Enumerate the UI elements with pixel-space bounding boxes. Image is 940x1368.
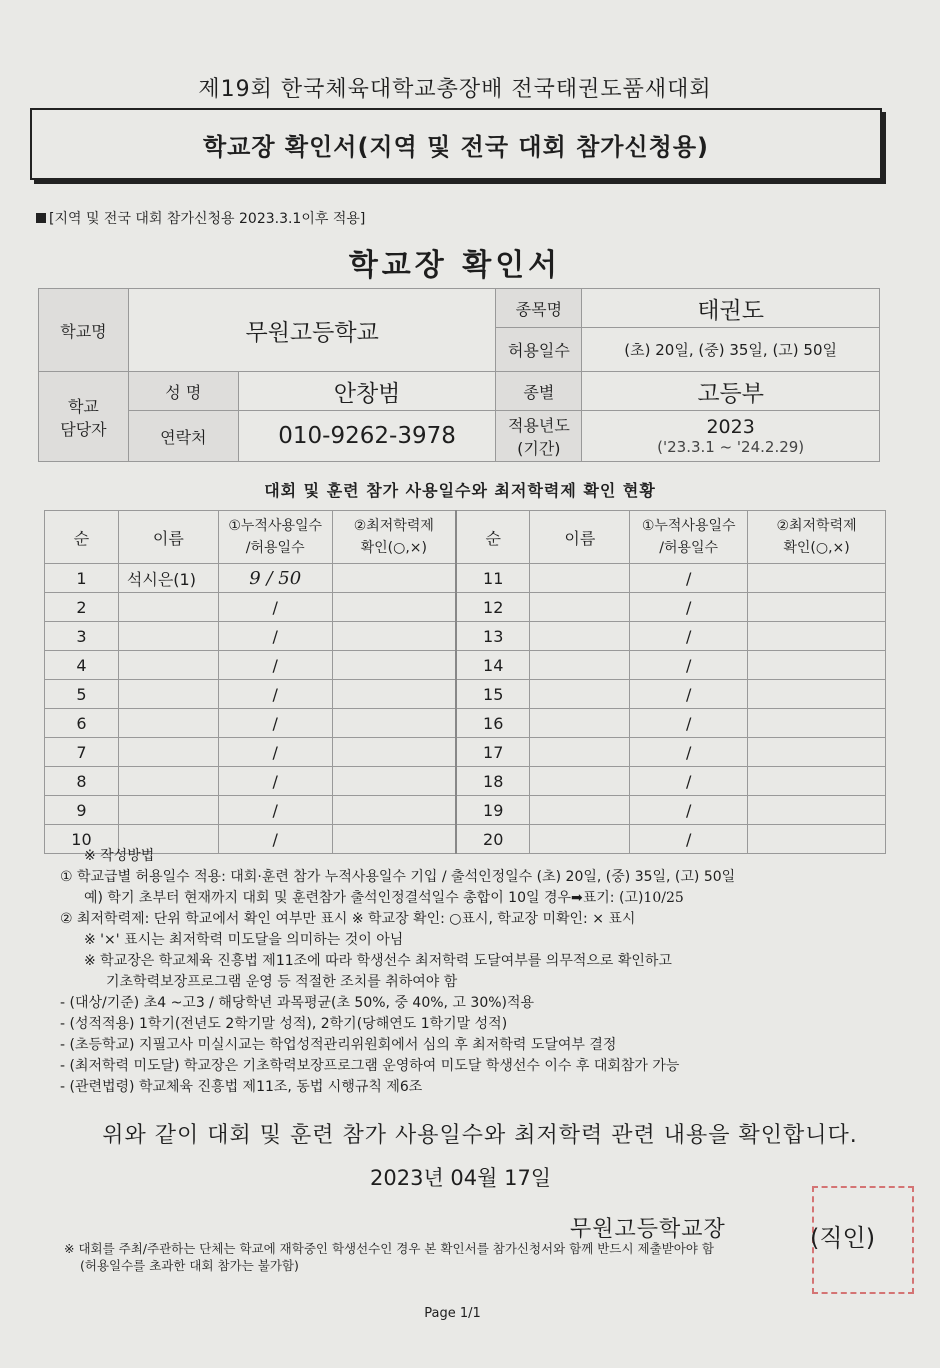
row-no: 5 [45,680,119,709]
row-days: / [630,680,748,709]
header-days-line2: /허용일수 [245,540,305,556]
note-1b-text: 예) 학기 초부터 현재까지 대회 및 훈련참가 출석인정결석일수 총합이 10일 경우➡표기: (고) [84,890,644,906]
allowed-days-value: (초) 20일, (중) 35일, (고) 50일 [582,328,880,372]
row-no: 10 [45,825,119,854]
year-cell [582,411,880,462]
header-academic [748,511,886,564]
header-academic [332,511,456,564]
table-row [45,593,886,622]
note-1a: ① 학교급별 허용일수 적용: 대회·훈련 참가 누적사용일수 기입 / 출석인정일수 (초) 20일, (중) 35일, (고) 50일 [60,869,736,885]
table-row [45,796,886,825]
row-days: / [630,622,748,651]
header-name: 이름 [530,511,630,564]
row-name [530,767,630,796]
row-check [332,767,456,796]
confirmation-date: 2023년 04월 17일 [370,1166,552,1190]
row-no: 13 [456,622,530,651]
contact-label: 연락처 [128,411,238,462]
row-name [118,767,218,796]
row-check [332,709,456,738]
row-check [332,593,456,622]
row-no: 14 [456,651,530,680]
row-days: / [218,593,332,622]
year-label-line2: (기간) [517,439,561,458]
event-label: 종목명 [496,289,582,328]
row-name [118,738,218,767]
usage-header-row [45,511,886,564]
row-name [530,593,630,622]
note-2: ② 최저학력제: 단위 학교에서 확인 여부만 표시 ※ 학교장 확인: ○표시, 학교장 미확인: × 표시 [60,911,636,927]
row-no: 11 [456,564,530,593]
row-check [748,651,886,680]
document-title-box-text: 학교장 확인서(지역 및 전국 대회 참가신청용) [202,132,710,161]
manager-label-line1: 학교 [67,396,99,416]
table-row [45,680,886,709]
row-days: / [630,738,748,767]
row-name: 석시은(1) [118,564,218,593]
row-days: / [218,767,332,796]
note-8: - (최저학력 미도달) 학교장은 기초학력보장프로그램 운영하여 미도달 학생선수 이수 후 대회참가 가능 [60,1058,680,1074]
row-days: / [218,796,332,825]
row-no: 17 [456,738,530,767]
row-name [530,796,630,825]
row-name [118,651,218,680]
row-name [530,564,630,593]
header-days-line1: ①누적사용일수 [228,518,323,534]
header-academic-line1: ②최저학력제 [353,518,434,534]
row-name [118,622,218,651]
row-no: 7 [45,738,119,767]
instructions [60,846,890,1098]
row-days: / [218,622,332,651]
confirmation-statement: 위와 같이 대회 및 훈련 참가 사용일수와 최저학력 관련 내용을 확인합니다. [102,1123,858,1148]
header-academic-line2: 확인(○,×) [360,540,427,556]
form-tag [36,208,365,228]
note-4b: 기초학력보장프로그램 운영 등 적절한 조치를 취하여야 함 [106,974,458,990]
table-row [45,651,886,680]
school-label: 학교명 [39,289,129,372]
footnote [64,1240,894,1274]
header-days [218,511,332,564]
row-days: / [218,709,332,738]
row-no: 1 [45,564,119,593]
row-days: / [630,796,748,825]
row-check [748,767,886,796]
note-7: - (초등학교) 지필고사 미실시교는 학업성적관리위원회에서 심의 후 최저학력 도달여부 결정 [60,1037,617,1053]
row-check [748,680,886,709]
header-no: 순 [45,511,119,564]
header-name: 이름 [118,511,218,564]
contact-value: 010-9262-3978 [238,411,496,462]
signer-name: 무원고등학교장 [570,1217,726,1242]
note-3: ※ '×' 표시는 최저학력 미도달을 의미하는 것이 아님 [84,932,404,948]
footnote-line1: ※ 대회를 주최/주관하는 단체는 학교에 재학중인 학생선수인 경우 본 확인서를 참가신청서와 함께 반드시 제출받아야 함 [64,1241,714,1256]
row-no: 19 [456,796,530,825]
row-check [332,564,456,593]
row-no: 18 [456,767,530,796]
row-check [748,564,886,593]
table-row [45,709,886,738]
row-no: 4 [45,651,119,680]
note-9: - (관련법령) 학교체육 진흥법 제11조, 동법 시행규칙 제6조 [60,1079,423,1095]
page-number: Page 1/1 [424,1306,481,1321]
doc-title: 학교장 확인서 [348,248,562,283]
school-name: 무원고등학교 [128,289,496,372]
manager-label-line2: 담당자 [60,419,107,439]
note-5: - (대상/기준) 초4 ~고3 / 해당학년 과목평균(초 50%, 중 40%, 고 30%)적용 [60,995,535,1011]
row-days: / [218,680,332,709]
row-no: 2 [45,593,119,622]
row-name [118,796,218,825]
row-days: / [630,564,748,593]
year-label-line1: 적용년도 [507,416,570,435]
note-6: - (성적적용) 1학기(전년도 2학기말 성적), 2학기(당해연도 1학기말 성적) [60,1016,508,1032]
manager-name: 안창범 [238,372,496,411]
row-days: / [218,738,332,767]
name-label: 성 명 [128,372,238,411]
row-name [530,709,630,738]
row-check [332,738,456,767]
row-check [332,651,456,680]
row-check [748,709,886,738]
row-check [748,738,886,767]
row-check [332,796,456,825]
document-title-box [30,108,882,180]
header-academic-line2: 확인(○,×) [783,540,850,556]
row-check [748,593,886,622]
row-days: 9 / 50 [218,564,332,593]
table-row [45,622,886,651]
row-no: 15 [456,680,530,709]
header-no: 순 [456,511,530,564]
year-label [496,411,582,462]
seal-label: (직인) [810,1224,876,1252]
row-no: 6 [45,709,119,738]
manager-label [39,372,129,462]
row-no: 9 [45,796,119,825]
note-1b [60,888,890,909]
row-name [118,593,218,622]
usage-table [44,510,886,854]
row-check [748,796,886,825]
row-days: / [630,593,748,622]
row-name [118,709,218,738]
year-value: 2023 [706,416,755,438]
row-no: 3 [45,622,119,651]
row-name [530,651,630,680]
row-check [332,622,456,651]
row-no: 16 [456,709,530,738]
square-bullet-icon [36,213,46,223]
footnote-line2: (허용일수를 초과한 대회 참가는 불가함) [80,1258,299,1273]
row-days: / [630,767,748,796]
row-name [530,680,630,709]
row-days: / [218,651,332,680]
allowed-days-label: 허용일수 [496,328,582,372]
row-no: 20 [456,825,530,854]
note-4a: ※ 학교장은 학교체육 진흥법 제11조에 따라 학생선수 최저학력 도달여부를 의무적으로 확인하고 [84,953,672,969]
row-days: / [630,825,748,854]
header-days-line1: ①누적사용일수 [641,518,736,534]
note-1b-value: 10/25 [643,890,684,906]
row-days: / [630,651,748,680]
row-days: / [630,709,748,738]
row-no: 12 [456,593,530,622]
event-value: 태권도 [582,289,880,328]
header-days-line2: /허용일수 [659,540,719,556]
row-name [118,680,218,709]
table-row [45,564,886,593]
row-check [332,680,456,709]
division-label: 종별 [496,372,582,411]
row-name [530,738,630,767]
usage-title: 대회 및 훈련 참가 사용일수와 최저학력제 확인 현황 [264,481,656,500]
header-academic-line1: ②최저학력제 [776,518,857,534]
row-name [530,622,630,651]
table-row [45,738,886,767]
table-row [45,767,886,796]
division-value: 고등부 [582,372,880,411]
notes-heading: ※ 작성방법 [84,848,155,864]
row-no: 8 [45,767,119,796]
event-title: 제19회 한국체육대학교총장배 전국태권도품새대회 [198,77,712,102]
row-days: / [218,825,332,854]
row-check [748,622,886,651]
header-days [630,511,748,564]
form-tag-text: [지역 및 전국 대회 참가신청용 2023.3.1이후 적용] [49,211,366,227]
info-table [38,288,880,462]
year-period: ('23.3.1 ~ '24.2.29) [657,438,805,456]
